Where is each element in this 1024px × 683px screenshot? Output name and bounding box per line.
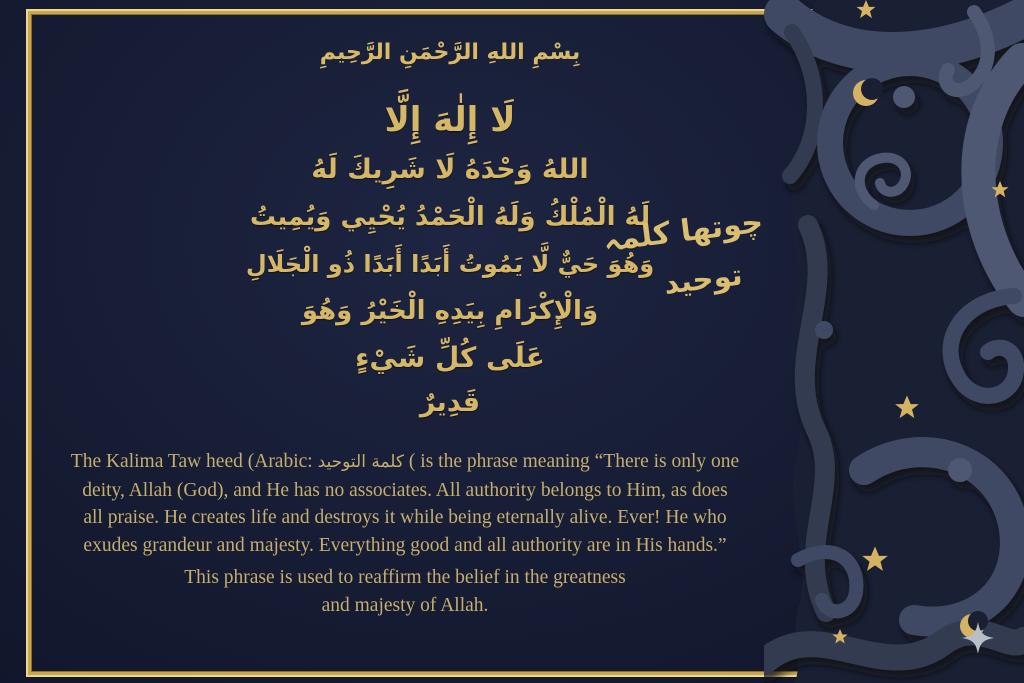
description-paragraph bbox=[42, 448, 768, 559]
footer-note bbox=[42, 564, 768, 619]
description-line: deity, Allah (God), and He has no associates. All authority belongs to Him, as does bbox=[82, 479, 728, 501]
description-line1-prefix: The Kalima Taw heed (Arabic: bbox=[70, 451, 318, 472]
pattern-dot bbox=[893, 86, 915, 108]
description-line: exudes grandeur and majesty. Everything good and all authority are in His hands.” bbox=[83, 534, 727, 556]
kalima-line: قَدِيرٌ bbox=[419, 387, 481, 418]
kalima-line: وَهُوَ حَيٌّ لَّا يَمُوتُ أَبَدًا أَبَدًا ذُو الْجَلَالِ bbox=[245, 250, 655, 278]
kalima-line: اللهُ وَحْدَهُ لَا شَرِيكَ لَهُ bbox=[311, 154, 589, 185]
pattern-dot bbox=[948, 458, 972, 482]
bismillah-calligraphy: بِسْمِ اللهِ الرَّحْمَنِ الرَّحِيمِ bbox=[319, 40, 581, 65]
footer-line1: This phrase is used to reaffirm the belief in the greatness bbox=[184, 567, 626, 588]
description-line1-suffix: ( is the phrase meaning “There is only one bbox=[404, 451, 740, 472]
description-line bbox=[42, 448, 768, 477]
arabesque-panel bbox=[764, 0, 1024, 683]
pattern-dot bbox=[815, 321, 833, 339]
kalima-line: لَهُ الْمُلْكُ وَلَهُ الْحَمْدُ يُحْيِي وَيُمِيتُ bbox=[249, 202, 651, 232]
urdu-title-line2: توحید bbox=[662, 257, 745, 301]
footer-line2: and majesty of Allah. bbox=[321, 594, 489, 616]
kalima-line: وَالْإِكْرَامِ بِيَدِهِ الْخَيْرُ وَهُوَ bbox=[301, 296, 599, 326]
kalima-line: لَا إِلٰهَ إِلَّا bbox=[384, 100, 516, 140]
description-line1-arabic: كلمة التوحيد bbox=[317, 452, 405, 472]
kalima-line: عَلَى كُلِّ شَيْءٍ bbox=[355, 341, 545, 374]
urdu-title-line1: چوتھا کلمہ bbox=[601, 204, 765, 259]
swirl-shape bbox=[790, 32, 815, 176]
description-line: all praise. He creates life and destroys it while being eternally alive. Ever! He who bbox=[83, 507, 727, 528]
